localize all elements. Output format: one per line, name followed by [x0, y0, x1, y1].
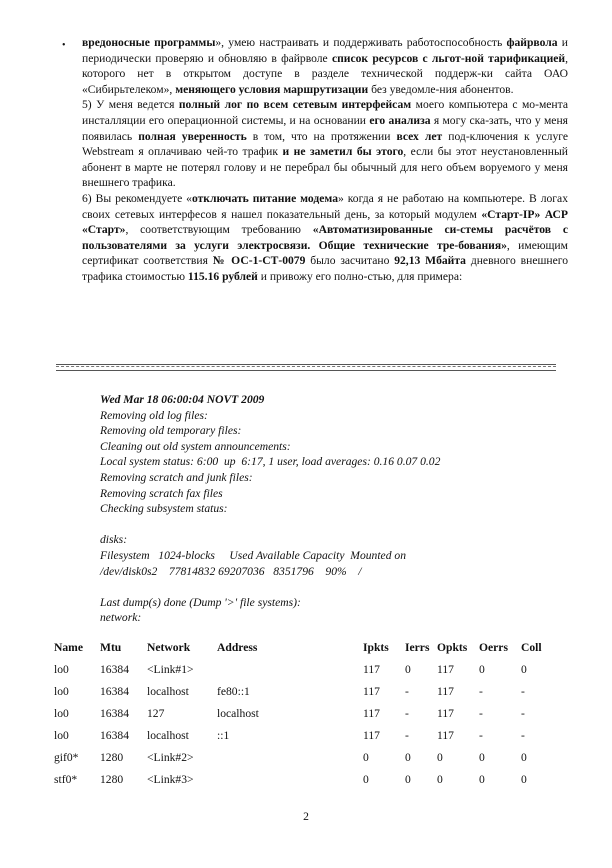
table-cell: 117 [437, 662, 454, 676]
table-cell: 0 [521, 750, 527, 764]
table-cell: 117 [437, 706, 454, 720]
text-run: » когда я не работаю на компьютере. В логах своих сетевых интерфесов я нашел показательный день, за который модулем [82, 191, 568, 221]
log-line: Filesystem 1024-blocks Used Available Capacity Mounted on [100, 548, 406, 562]
table-cell: 117 [363, 706, 380, 720]
column-header: Coll [521, 640, 542, 654]
table-cell: 0 [437, 772, 443, 786]
text-run: , если бы этот неустановленный абонент в марте не потерял голову и не перебрал бы обычный для него объем воруемого у меня внешнего трафика. [82, 145, 569, 190]
log-line: disks: [100, 533, 128, 547]
table-cell: 0 [363, 750, 369, 764]
table-cell: 0 [521, 772, 527, 786]
log-line [100, 579, 570, 595]
table-cell: 0 [479, 772, 485, 786]
table-header-row [54, 636, 561, 658]
table-cell: fe80::1 [217, 684, 250, 698]
column-header: Opkts [437, 640, 468, 654]
table-cell: - [405, 684, 409, 698]
bold-phrase: всех лет [396, 129, 443, 143]
table-row [54, 724, 561, 746]
text-run: моего компьютера с мо-мента инсталляции его операционной системы, и на основании [82, 98, 568, 127]
bold-phrase: отключать питание модема [191, 191, 338, 205]
table-cell: 16384 [100, 728, 129, 742]
bold-phrase: 92,13 Мбайта [394, 254, 466, 268]
text-run: без уведомле-ния абонентов. [368, 82, 514, 96]
system-log [100, 392, 570, 626]
table-cell: stf0* [54, 772, 78, 786]
bold-phrase: файрвола [506, 36, 558, 49]
table-cell: <Link#2> [147, 750, 194, 764]
table-cell: 1280 [100, 772, 124, 786]
body-text [82, 35, 568, 285]
table-cell: 117 [437, 684, 454, 698]
table-cell: lo0 [54, 662, 69, 676]
table-cell: 0 [521, 662, 527, 676]
table-cell [217, 746, 363, 768]
table-cell: - [479, 706, 483, 720]
bold-phrase: полный лог по всем сетевым интерфейсам [178, 98, 412, 112]
table-cell: - [405, 728, 409, 742]
log-line: Last dump(s) done (Dump '>' file systems): [100, 595, 301, 609]
column-header: Address [217, 640, 258, 654]
paragraph-6 [82, 191, 568, 285]
table-cell [217, 768, 363, 790]
log-date: Wed Mar 18 06:00:04 NOVT 2009 [100, 393, 265, 406]
page-number: 2 [303, 810, 309, 823]
log-line: Cleaning out old system announcements: [100, 439, 291, 453]
column-header: Name [54, 640, 83, 654]
text-run: , имеющим сертификат соответствия [82, 238, 568, 268]
table-cell: 0 [405, 772, 411, 786]
table-cell: gif0* [54, 750, 79, 764]
text-run: , которого нет в открытом доступе в разделе технической поддерж-ки сайта ОАО «Сибирьтелеком», [82, 51, 568, 96]
table-cell: lo0 [54, 706, 69, 720]
log-line: Removing scratch fax files [100, 486, 223, 500]
table-row [54, 658, 561, 680]
text-run: 5) У меня ведется [82, 98, 179, 112]
text-run: и привожу его полно-стью, для примера: [257, 269, 463, 283]
column-header: Ierrs [405, 640, 430, 654]
text-run: дневного внешнего трафика стоимостью [82, 254, 569, 283]
column-header: Mtu [100, 640, 122, 654]
table-cell: 117 [437, 728, 454, 742]
table-cell: 16384 [100, 684, 129, 698]
table-row [54, 746, 561, 768]
column-header: Ipkts [363, 640, 389, 654]
log-line [100, 517, 570, 533]
text-run: я могу ска-зать, что у меня появилась [82, 113, 568, 143]
bold-phrase: список ресурсов с льгот-ной тарификацией [331, 51, 566, 65]
table-cell: 117 [363, 662, 380, 676]
log-line: network: [100, 611, 142, 625]
bold-phrase: «Автоматизированные си-стемы расчётов с пользователями за услуги электросвязи. Общие технические тре-бования» [82, 223, 568, 252]
network-table [54, 636, 561, 790]
log-line: Removing old log files: [100, 408, 208, 422]
bold-phrase: его анализа [369, 113, 431, 127]
table-cell: 0 [479, 662, 485, 676]
text-run: », умею настраивать и поддерживать работоспособность [215, 36, 507, 49]
table-cell: - [521, 706, 525, 720]
column-header: Network [147, 640, 191, 654]
table-cell: 127 [147, 706, 165, 720]
bold-phrase: и не заметил бы этого [282, 145, 404, 159]
text-run: было засчитано [305, 254, 395, 268]
paragraph-5 [82, 97, 568, 191]
table-cell: - [521, 684, 525, 698]
table-cell: ::1 [217, 728, 230, 742]
table-cell: lo0 [54, 684, 69, 698]
table-cell: 1280 [100, 750, 124, 764]
table-cell: 0 [437, 750, 443, 764]
table-cell: lo0 [54, 728, 69, 742]
table-cell: - [521, 728, 525, 742]
table-cell: 16384 [100, 662, 129, 676]
table-cell: - [479, 728, 483, 742]
text-run: и периодически проверяю и обновляю в файрволе [82, 36, 568, 65]
text-run: в том, что на протяжении [246, 129, 397, 143]
table-cell: - [479, 684, 483, 698]
table-cell: 0 [405, 662, 411, 676]
text-run: 6) Вы рекомендуете « [82, 191, 192, 205]
log-line: Local system status: 6:00 up 6:17, 1 user, load averages: 0.16 0.07 0.02 [100, 455, 441, 469]
table-cell: 0 [479, 750, 485, 764]
log-line: Removing old temporary files: [100, 424, 242, 438]
table-row [54, 680, 561, 702]
bold-phrase: полная уверенность [138, 129, 247, 143]
table-cell: 16384 [100, 706, 129, 720]
table-cell: <Link#1> [147, 662, 194, 676]
bullet-marker: • [62, 40, 66, 51]
log-line: Checking subsystem status: [100, 502, 228, 516]
table-cell [217, 658, 363, 680]
table-cell: localhost [147, 684, 189, 698]
bold-phrase: 115.16 рублей [187, 269, 258, 283]
table-cell: localhost [147, 728, 189, 742]
paragraph-continuation [82, 35, 568, 97]
table-cell: 0 [363, 772, 369, 786]
text-run: , соответствующим требованию [125, 223, 313, 237]
table-cell: - [405, 706, 409, 720]
bold-phrase: № ОС-1-СТ-0079 [212, 254, 306, 268]
text-run: под-ключения к услуге Webstream я оплачиваю чей-то трафик [82, 129, 568, 159]
separator-line [56, 364, 556, 371]
table-row [54, 768, 561, 790]
bold-phrase: «Старт-IP» АСР «Старт» [82, 207, 568, 237]
table-cell: 117 [363, 728, 380, 742]
table-row [54, 702, 561, 724]
bold-phrase: меняющего условия маршрутизации [175, 82, 369, 96]
table-cell: <Link#3> [147, 772, 194, 786]
log-line: /dev/disk0s2 77814832 69207036 8351796 90% / [100, 564, 362, 578]
log-line: Removing scratch and junk files: [100, 470, 253, 484]
table-cell: localhost [217, 706, 259, 720]
table-cell: 0 [405, 750, 411, 764]
table-cell: 117 [363, 684, 380, 698]
bold-phrase: вредоносные программы [82, 36, 216, 49]
column-header: Oerrs [479, 640, 508, 654]
